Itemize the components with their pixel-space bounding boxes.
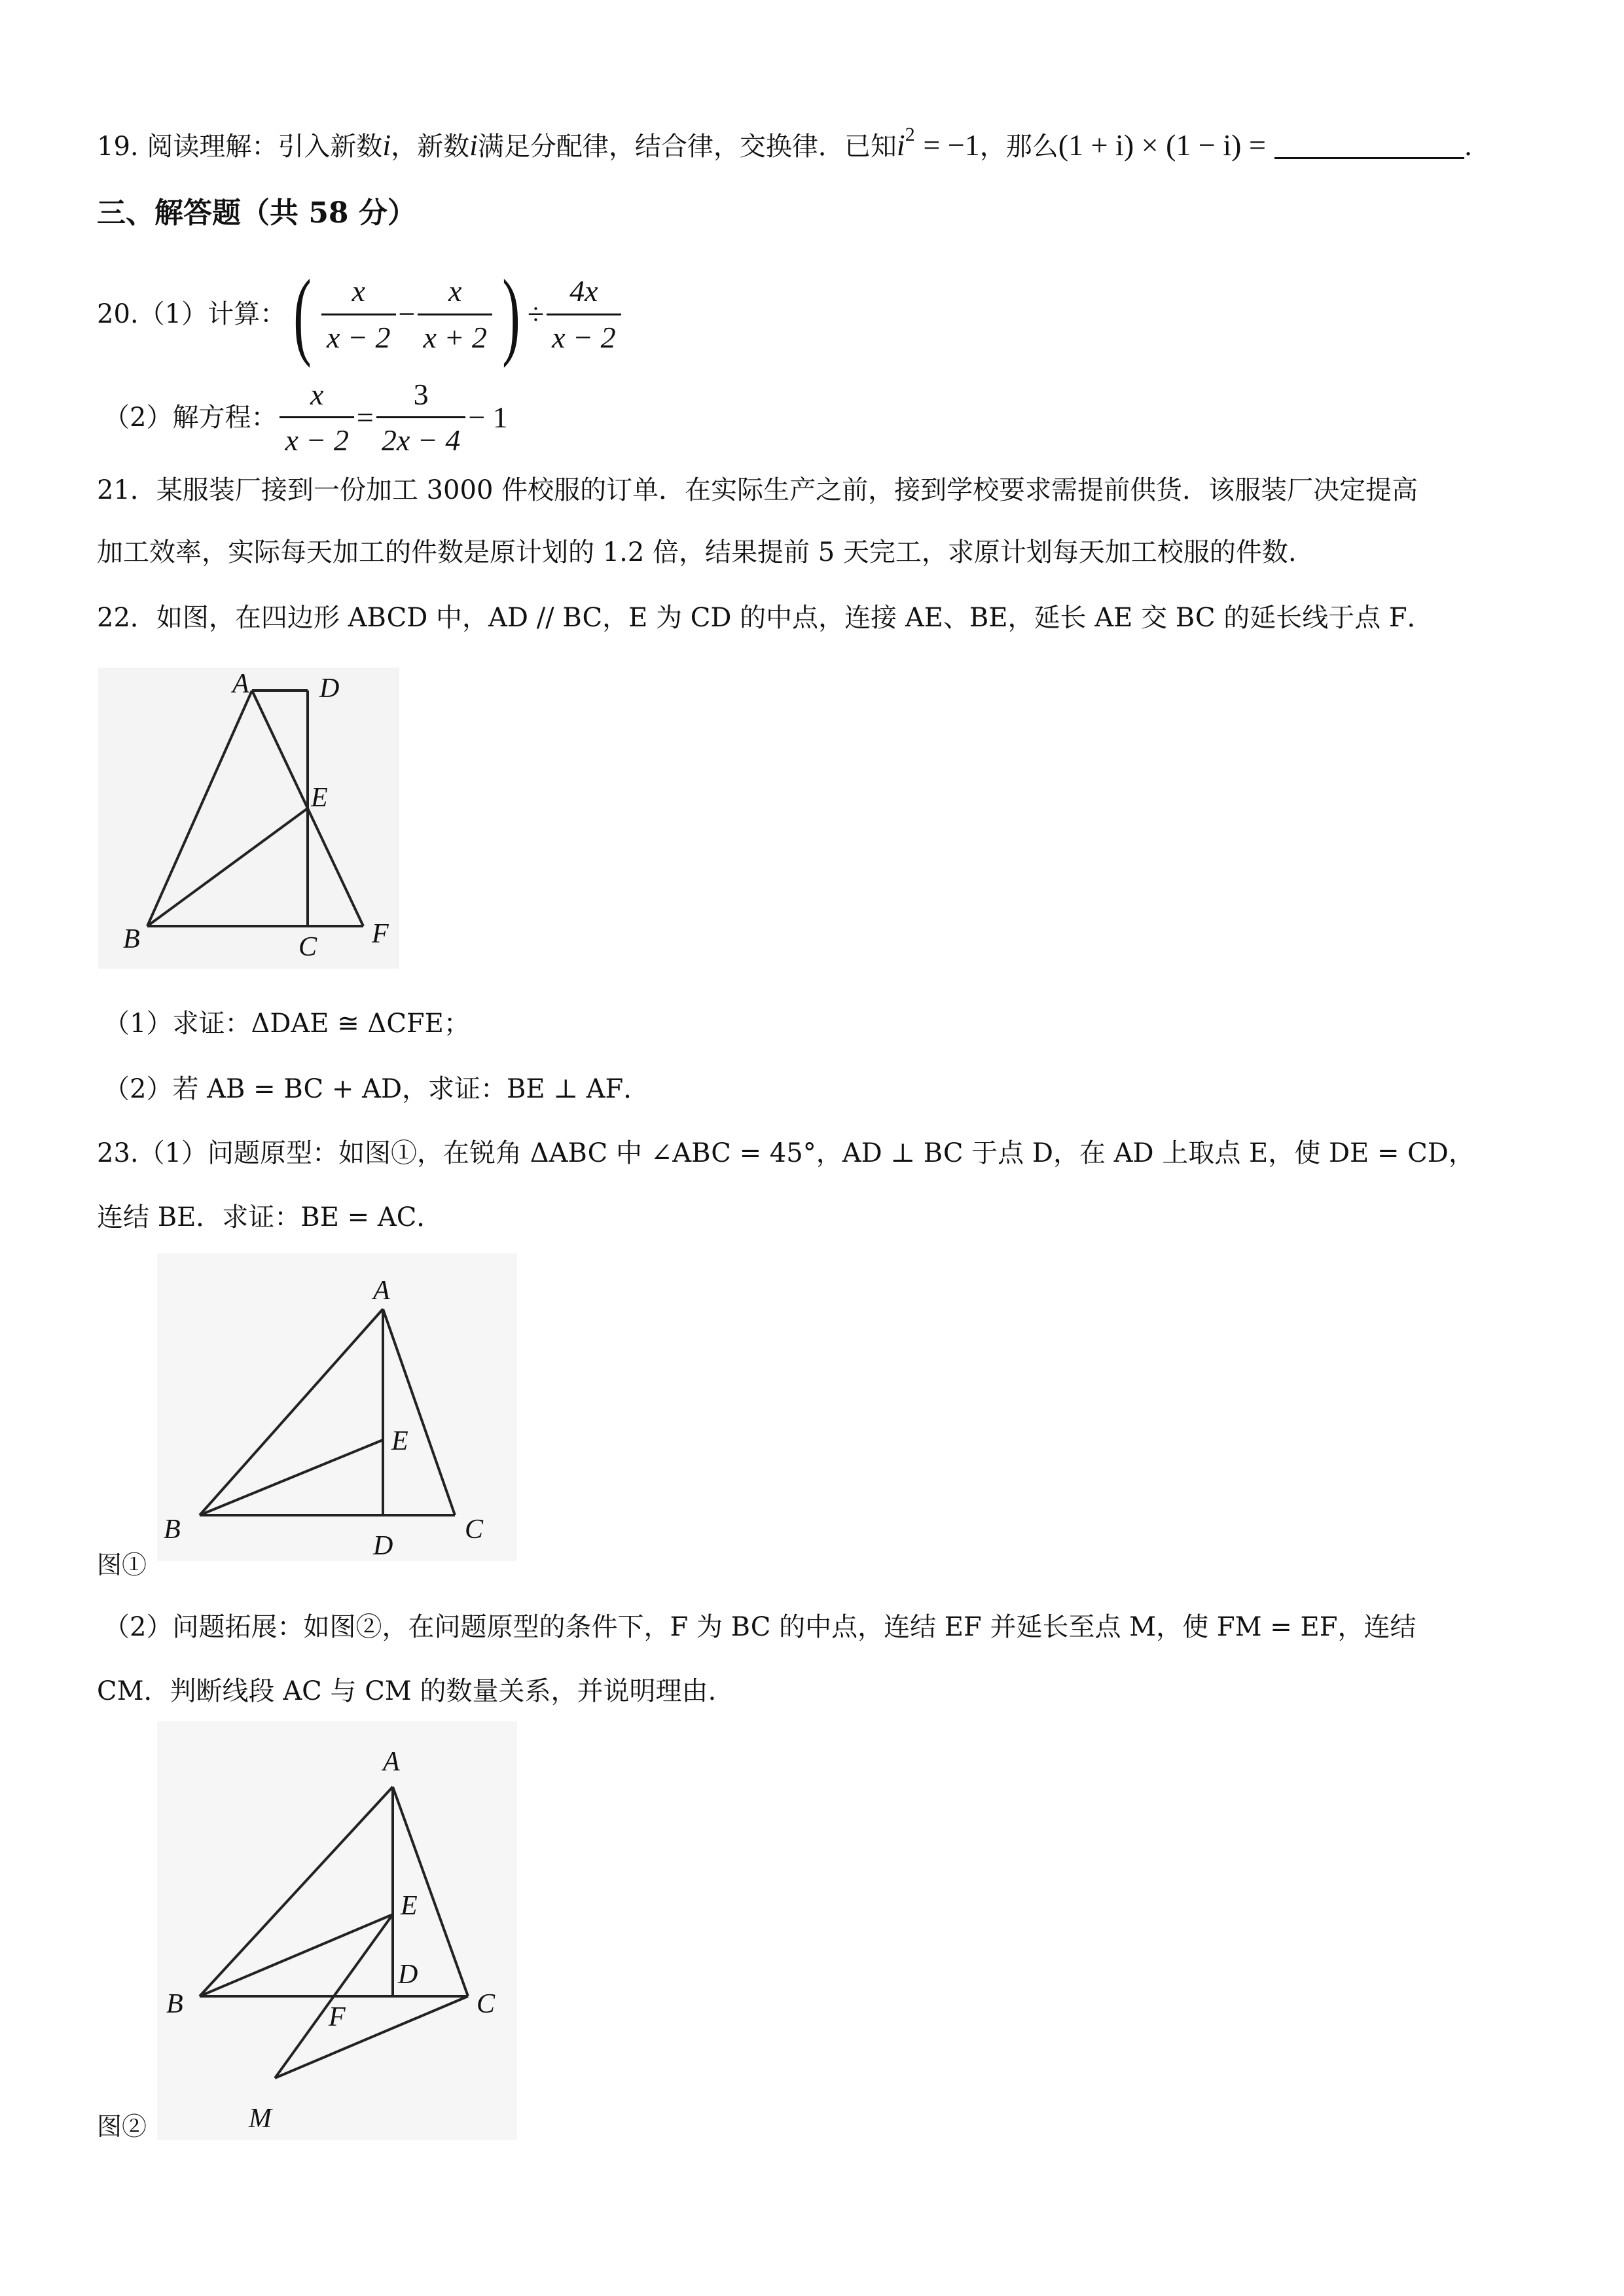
question-20-part-2 [103,376,508,458]
q23-part2-line-2: CM．判断线段 AC 与 CM 的数量关系，并说明理由. [97,1676,717,1706]
q20-g1-denominator: x − 2 [280,416,353,458]
q21-line-2: 加工效率，实际每天加工的件数是原计划的 1.2 倍，结果提前 5 天完工，求原计划每天加工校服的件数. [97,537,1297,567]
q20-f1-denominator: x − 2 [321,314,395,355]
section-3-title: 三、解答题（共 58 分） [97,196,416,230]
q19-number: 19. [97,132,139,162]
q19-text-d: ，那么 [979,132,1058,162]
q22-label-F: F [372,919,389,949]
q20-part2-label: （2）解方程： [103,402,278,433]
q20-f2-denominator: x + 2 [418,314,492,355]
q23-fig2-caption: 图② [97,2112,147,2141]
q20-g2-numerator: 3 [413,378,429,411]
q23-fig1-label-B: B [164,1515,181,1545]
q20-divide: ÷ [527,297,545,331]
q22-label-A: A [232,669,249,699]
q20-g1-numerator: x [310,378,324,411]
q20-part1-label: （1）计算： [138,299,287,329]
q20-f3-denominator: x − 2 [547,314,621,355]
q19-answer-blank[interactable] [1274,131,1464,159]
q23-fig2-label-D: D [398,1960,418,1990]
q23-fig2-label-C: C [477,1989,496,2019]
q20-equals: = [356,401,374,435]
q23-fig2-label-M: M [249,2104,272,2134]
q20-fraction-1 [321,273,395,355]
q20-fraction-3 [547,273,621,355]
q19-i2: i [469,128,478,162]
q23-fig1-label-E: E [391,1426,408,1456]
q22-part-1: （1）求证：ΔDAE ≅ ΔCFE； [103,1009,470,1039]
q20-f3-numerator: 4x [569,274,598,308]
q20-f2-numerator: x [448,274,462,308]
q22-label-B: B [123,924,140,954]
q20-tail: − 1 [468,401,508,435]
q20-minus: − [398,297,416,331]
q19-text-a: 阅读理解：引入新数 [147,132,383,162]
q23-fig2-label-A: A [383,1747,400,1777]
q19-expression: (1 + i) × (1 − i) = [1058,128,1266,162]
left-paren: ( [293,260,312,368]
q19-i1: i [382,128,391,162]
q23-figure-1 [157,1253,524,1568]
q21-line-1: 21．某服装厂接到一份加工 3000 件校服的订单．在实际生产之前，接到学校要求需提前供货．该服装厂决定提高 [97,475,1418,505]
q23-line-2: 连结 BE．求证：BE = AC． [97,1202,443,1232]
q20-number: 20. [97,299,139,329]
q23-fig1-label-C: C [465,1515,484,1545]
q19-i-squared: i [896,128,905,162]
q22-label-E: E [311,783,328,813]
q22-stem: 22．如图，在四边形 ABCD 中，AD // BC，E 为 CD 的中点，连接 AE、BE，延长 AE 交 BC 的延长线于点 F． [97,603,1434,633]
q20-eq-fraction-2 [376,376,465,458]
q20-g2-denominator: 2x − 4 [376,416,465,458]
q23-part2-line-1: （2）问题拓展：如图②，在问题原型的条件下，F 为 BC 的中点，连结 EF 并延长至点 M，使 FM = EF，连结 [103,1612,1416,1642]
q22-label-C: C [298,932,317,962]
q23-fig2-label-E: E [401,1891,418,1921]
question-20-part-1 [97,260,624,368]
q23-fig2-label-B: B [166,1989,183,2019]
q20-fraction-2 [418,273,492,355]
q19-text-b: ，新数 [391,132,470,162]
q23-fig1-label-D: D [373,1531,393,1561]
q19-exponent: 2 [905,124,915,145]
question-19 [97,123,1472,163]
q22-part-2: （2）若 AB = BC + AD，求证：BE ⊥ AF． [103,1074,650,1104]
q23-fig2-label-F: F [329,2002,346,2032]
q23-figure-2 [157,1721,524,2147]
right-paren: ) [502,260,520,368]
q22-figure [98,668,406,975]
q23-fig1-label-A: A [373,1276,390,1306]
q22-label-D: D [319,673,340,704]
q23-line-1: 23.（1）问题原型：如图①，在锐角 ΔABC 中 ∠ABC = 45°，AD ⊥ BC 于点 D，在 AD 上取点 E，使 DE = CD， [97,1138,1475,1168]
q19-equals-minus-one: = −1 [923,128,980,162]
q19-text-c: 满足分配律，结合律，交换律．已知 [477,132,897,162]
q19-end: . [1464,132,1473,162]
q20-eq-fraction-1 [280,376,353,458]
q23-fig1-caption: 图① [97,1551,147,1579]
q20-f1-numerator: x [352,274,365,308]
